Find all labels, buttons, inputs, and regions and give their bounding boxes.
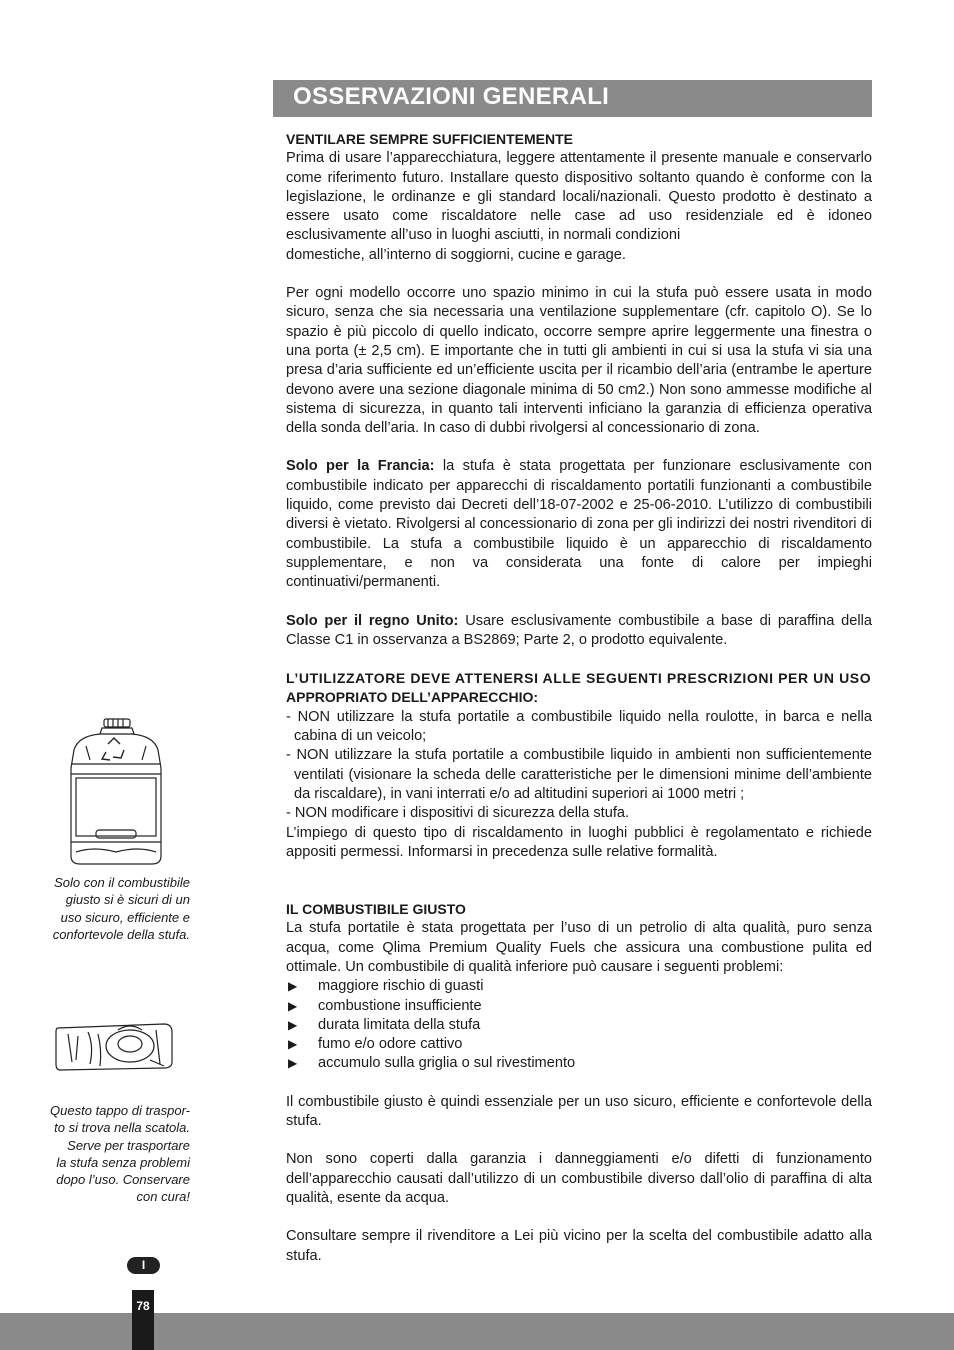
arrow-right-icon: ▶: [288, 1017, 298, 1032]
arrow-right-icon: ▶: [288, 1056, 298, 1071]
arrow-right-icon: ▶: [288, 979, 298, 994]
prescriptions-title-line1: L’UTILIZZATORE DEVE ATTENERSI ALLE SEGUENTI PRESCRIZIONI PER UN USO: [286, 670, 872, 687]
arrow-right-icon: ▶: [288, 1037, 298, 1052]
caption-fuel-can: Solo con il combustibile giusto si è sicuri di un uso sicuro, efficiente e confortevole della stufa.: [52, 875, 190, 942]
paragraph-minimum-space: Per ogni modello occorre uno spazio minimo in cui la stufa può essere usata in modo sicuro, senza che sia necessaria una ventilazione supplementare (cfr. capitolo O). Se lo spazio è più piccolo di quello indicato, occorre sempre aprire leggermente una finestra o una porta (± 2,5 cm). E importante che in tutti gli ambienti in cui si usa la stufa vi sia una presa d’aria sufficiente ed un’efficiente uscita per il ricambio dell’aria (entrambe le aperture devono avere una sezione diagonale minima di 50 cm2.) Non sono ammesse modifiche al sistema di sicurezza, in quanto tali interventi inficiano la garanzia di efficienza operativa della sonda dell’aria. In caso di dubbi rivolgersi al concessionario di zona.: [286, 285, 872, 437]
paragraph-consult-dealer: Consultare sempre il rivenditore a Lei più vicino per la scelta del combustibile adatto alla stufa.: [286, 1228, 872, 1264]
paragraph-uk: [286, 612, 872, 651]
prescription-item: - NON modificare i dispositivi di sicurezza della stufa.: [286, 805, 630, 822]
prescription-item: - NON utilizzare la stufa portatile a combustibile liquido in ambienti non sufficientemente ventilati (visionare la scheda delle caratteristiche per le dimensioni minime dell’ambiente da riscaldare), in vani interrati e/o ad altitudini superiori ai 1000 metri ;: [286, 747, 872, 802]
list-item: ▶ fumo e/o odore cattivo: [286, 1035, 872, 1054]
paragraph-intro-1: Prima di usare l’apparecchiatura, leggere attentamente il presente manuale e conservarlo come riferimento futuro. Installare questo dispositivo soltanto quando è conforme con la legislazione, le ordinanze e gli standard locali/nazionali. Questo prodotto è destinato a essere usato come riscaldatore nelle case ad uso residenziale ed è idoneo esclusivamente all’uso in luoghi asciutti, in normali condizioni: [286, 150, 872, 244]
page-number: 78: [132, 1290, 154, 1350]
paragraph-france: [286, 457, 872, 592]
language-badge: I: [127, 1257, 160, 1274]
france-label: Solo per la Francia:: [286, 458, 435, 475]
section-title-fuel: IL COMBUSTIBILE GIUSTO: [286, 901, 466, 918]
paragraph-intro-2: domestiche, all’interno di soggiorni, cucine e garage.: [286, 246, 626, 263]
prescriptions-title-line2: APPROPRIATO DELL’APPARECCHIO:: [286, 689, 539, 706]
paragraph-fuel-intro: La stufa portatile è stata progettata per l’uso di un petrolio di alta qualità, puro senza acqua, come Qlima Premium Quality Fuels che assicura una combustione pulita ed ottimale. Un combustibile di qualità inferiore può causare i seguenti problemi:: [286, 920, 872, 975]
uk-text: Usare esclusivamente combustibile a base di paraffina della Classe C1 in osservanza a BS2869; Parte 2, o prodotto equivalente.: [286, 612, 872, 648]
section-header-bar: [273, 80, 872, 117]
paragraph-warranty: Non sono coperti dalla garanzia i danneggiamenti e/o difetti di funzionamento dell’apparecchio causati dall’utilizzo di un combustibile diverso dall’olio di paraffina di alta qualità, esente da acqua.: [286, 1151, 872, 1206]
page-title: OSSERVAZIONI GENERALI: [293, 83, 610, 110]
list-item: ▶ accumulo sulla griglia o sul rivestimento: [286, 1054, 872, 1073]
list-item: ▶ combustione insufficiente: [286, 997, 872, 1016]
caption-transport-cap: Questo tappo di traspor- to si trova nella scatola. Serve per trasportare la stufa senza problemi dopo l’uso. Conservare con cura!: [50, 1103, 190, 1205]
prescriptions-note: L’impiego di questo tipo di riscaldamento in luoghi pubblici è regolamentato e richiede appositi permessi. Informarsi in precedenza sulle relative formalità.: [286, 824, 872, 860]
paragraph-fuel-essential: Il combustibile giusto è quindi essenziale per un uso sicuro, efficiente e confortevole della stufa.: [286, 1093, 872, 1130]
list-item: ▶ maggiore rischio di guasti: [286, 977, 872, 996]
section-title-ventilation: VENTILARE SEMPRE SUFFICIENTEMENTE: [286, 131, 574, 147]
fuel-problems-list: [286, 977, 872, 1073]
france-text: la stufa è stata progettata per funzionare esclusivamente con combustibile indicato per apparecchi di riscaldamento portatili funzionanti a combustibile liquido, come previsto dai Decreti dell’18-07-2002 e 25-06-2010. L’utilizzo di combustibili diversi è vietato. Rivolgersi al concessionario di zona per gli indirizzi dei nostri rivenditori di combustibile. La stufa a combustibile liquido è un apparecchio di riscaldamento supplementare, e non va considerata una fonte di calore per impieghi continuativi/permanenti.: [286, 458, 872, 591]
list-item: ▶ durata limitata della stufa: [286, 1016, 872, 1035]
fuel-can-illustration: [66, 716, 166, 868]
transport-cap-illustration: [54, 1020, 176, 1074]
arrow-right-icon: ▶: [288, 998, 298, 1013]
main-content: [286, 130, 872, 1266]
prescription-item: - NON utilizzare la stufa portatile a combustibile liquido nella roulotte, in barca e nella cabina di un veicolo;: [286, 708, 872, 745]
uk-label: Solo per il regno Unito:: [286, 612, 459, 629]
